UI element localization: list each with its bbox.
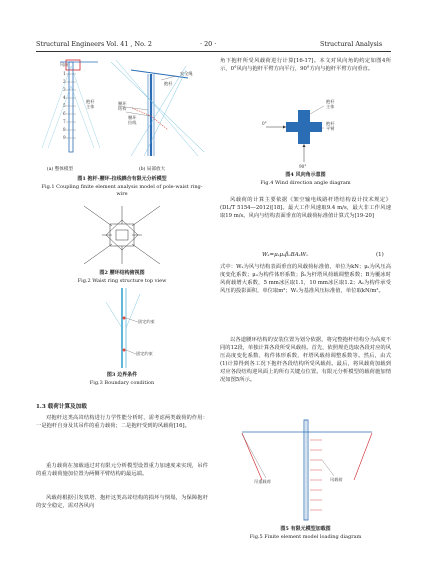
header-rule [36,51,391,52]
fig5-hanging-load-label: 吊重载荷 [254,479,271,484]
fig4-90deg-label: 90° [299,164,307,169]
fig2-caption-cn: 图2 腰环结构俯视图 [99,270,145,276]
page-number: · 20 · [200,40,217,48]
fig1-waist-wire-label: 腰环 拉线 [128,115,137,125]
section-header: Structural Analysis [320,40,383,48]
fig3-caption-cn: 图3 边界条件 [106,372,138,378]
formula-1: Wₛ=μₛμᵤβᵤBAₛWₒ [262,252,309,258]
fig1-caption-cn: 图1 抱杆-腰环-拉线耦合有限元分析模型 [77,176,167,182]
fig3-caption-en: Fig.3 Boundary condition [89,380,155,386]
right-paragraph-0: 角下抱杆所受风载荷进行计算[16-17]。本文对风向角的约定如图4所示，0°风向与抱杆平臂方向平行，90°方向与抱杆平臂方向垂直。 [220,58,391,73]
figure-1 [36,56,206,166]
fig2-caption-en: Fig.2 Waist ring structure top view [77,278,167,284]
fig4-0deg-label: 0° [262,121,267,126]
fig3-fixed-label: 固定约束 [136,351,153,356]
formula-1-number: (1) [376,252,384,258]
fig5-drawing [238,420,378,520]
fig2-drawing [82,204,162,266]
fig1-waist-structure-label: 腰环 结构 [118,101,127,111]
fig1-sub-a: (a) 整体模型 [46,167,74,172]
fig1-pole-label: 抱杆 [164,81,173,86]
left-paragraph-1: 对抱杆这类高耸结构进行力学性能分析时，需考虑两类载荷的作用：一是抱杆自身及其吊件的重力载荷；二是抱杆受到的风载荷[16]。 [36,415,208,430]
fig4-caption-en: Fig.4 Wind direction angle diagram [260,180,351,186]
fig3-fixed-hinge-label: 固定约束 [138,319,155,324]
fig1-caption-en: Fig.1 Coupling finite element analysis model of pole-waist ring-wire [41,184,203,197]
fig4-caption-cn: 图4 风向角示意图 [285,172,326,178]
right-paragraph-1: 风载荷的计算主要依据《架空输电线路杆塔结构设计技术规定》(DL/T 5154—2012)[18]。最大工作风速取9.4 m/s，最大非工作风速取19 m/s。风向与结构表面垂直的风载荷标准值计算式为[19-20] [220,197,391,220]
fig1-wind-label: 风向 [60,62,69,67]
section-1-3-title: 1.3 载荷计算及加载 [36,404,87,410]
fig1-sub-b: (b) 局部放大 [138,167,166,172]
fig4-pole-body-label: 抱杆 主体 [326,99,335,109]
fig5-caption-cn: 图5 有限元模型加载图 [280,526,331,532]
fig5-wind-load-label: 风载荷 [330,477,343,482]
fig1-numbers: 1 2 3 4 5 6 7 8 9 [63,71,66,140]
right-paragraph-2: 式中：Wₛ为风与结构表面垂直的风载荷标准值，单位为kN；μₛ为风压高度变化系数；μᵤ为构件体形系数；βᵤ为杆塔风荷载调整系数；B为覆冰时风荷载增大系数，5 mm冰区取1.1，10 mm冰区取1.2；Aₛ为构件承受风压的投影面积，单位取m²；Wₒ为基准风压标准值，单位取kN/m²。 [220,264,391,295]
left-paragraph-2: 重力载荷在加载通过对有限元分析模型设置重力加速度来实现，吊件的重力载荷施加位置为两侧平臂结构的最远端。 [36,463,208,478]
right-paragraph-3: 以各道腰环结构的安装位置为划分依据，将完整抱杆结构分为高度不同的12段，单独计算各段所受风载荷。首先，依照规范选取各段对应的风压高度变化系数、构件体形系数、杆塔风载荷调整系数等。然后，由式(1)计算得到各工况下抱杆各段结构所受风载荷。最后，将风载荷加载到对应各段结构迎风面上的所有关键点位置。有限元分析模型的载荷施加情况如图5所示。 [220,337,391,384]
left-paragraph-3: 风载荷根据引发铁塔、抱杆这类高耸结构的损坏与倒塌，为保障抱杆的安全稳定，需对各风向 [36,495,208,510]
fig5-caption-en: Fig.5 Finite element model loading diagram [249,534,362,540]
fig4-pole-arm-label: 抱杆 平臂 [326,121,335,131]
fig1-safety-ring-label: 安全绳 [180,71,193,76]
fig1-pole-body-label: 抱杆 主体 [86,99,95,109]
journal-header: Structural Engineers Vol. 41 , No. 2 [36,40,152,48]
